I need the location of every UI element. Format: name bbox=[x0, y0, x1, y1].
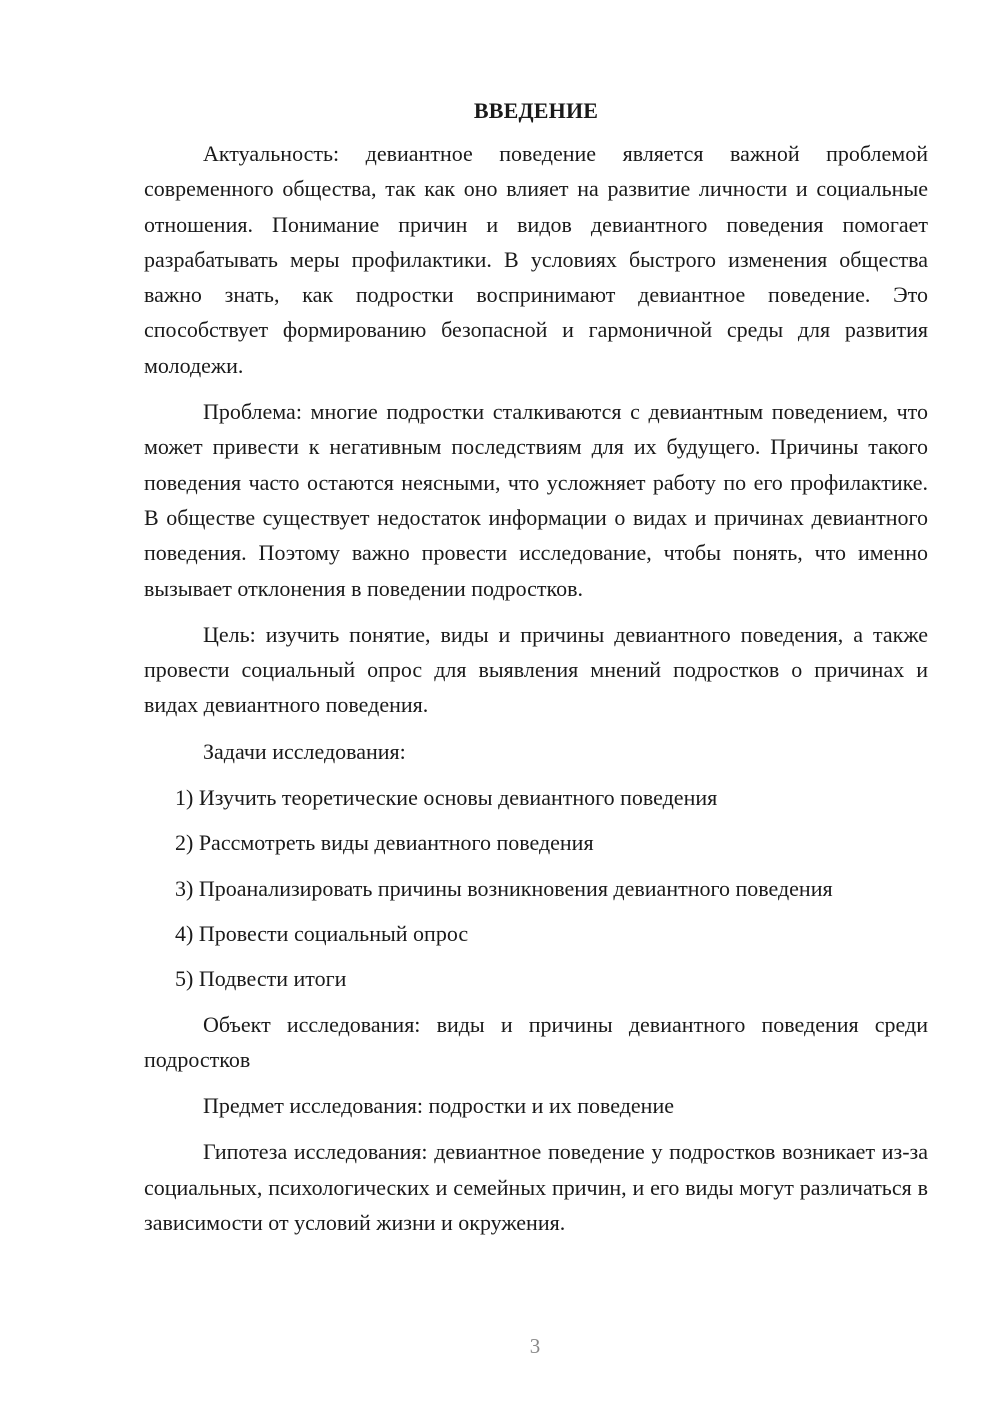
tasks-list bbox=[144, 780, 928, 996]
list-item: 1) Изучить теоретические основы девиантного поведения bbox=[175, 785, 718, 811]
paragraph-object: Объект исследования: виды и причины девиантного поведения среди подростков bbox=[144, 1011, 928, 1072]
paragraph-subject: Предмет исследования: подростки и их поведение bbox=[203, 1093, 674, 1119]
paragraph-problem: Проблема: многие подростки сталкиваются с девиантным поведением, что может привести к негативным последствиям для их будущего. Причины такого поведения часто остаются неясными, что усложняет работу по его профилактике. В обществе существует недостаток информации о видах и причинах девиантного поведения. Поэтому важно провести исследование, чтобы понять, что именно вызывает отклонения в поведении подростков. bbox=[144, 399, 928, 601]
tasks-heading: Задачи исследования: bbox=[203, 738, 406, 764]
paragraph-goal: Цель: изучить понятие, виды и причины девиантного поведения, а также провести социальный опрос для выявления мнений подростков о причинах и видах девиантного поведения. bbox=[144, 621, 928, 718]
page-number: 3 bbox=[529, 1334, 541, 1358]
list-item: 4) Провести социальный опрос bbox=[175, 920, 469, 946]
document-page bbox=[144, 96, 928, 1251]
list-item: 3) Проанализировать причины возникновения девиантного поведения bbox=[175, 875, 833, 901]
list-item: 2) Рассмотреть виды девиантного поведения bbox=[175, 830, 594, 856]
list-item: 5) Подвести итоги bbox=[175, 966, 347, 992]
paragraph-relevance: Актуальность: девиантное поведение является важной проблемой современного общества, так как оно влияет на развитие личности и социальные отношения. Понимание причин и видов девиантного поведения помогает разрабатывать меры профилактики. В условиях быстрого изменения общества важно знать, как подростки воспринимают девиантное поведение. Это способствует формированию безопасной и гармоничной среды для развития молодежи. bbox=[144, 141, 928, 378]
paragraph-hypothesis: Гипотеза исследования: девиантное поведение у подростков возникает из-за социальных, психологических и семейных причин, и его виды могут различаться в зависимости от условий жизни и окружения. bbox=[144, 1139, 928, 1236]
page-title: ВВЕДЕНИЕ bbox=[473, 98, 599, 123]
